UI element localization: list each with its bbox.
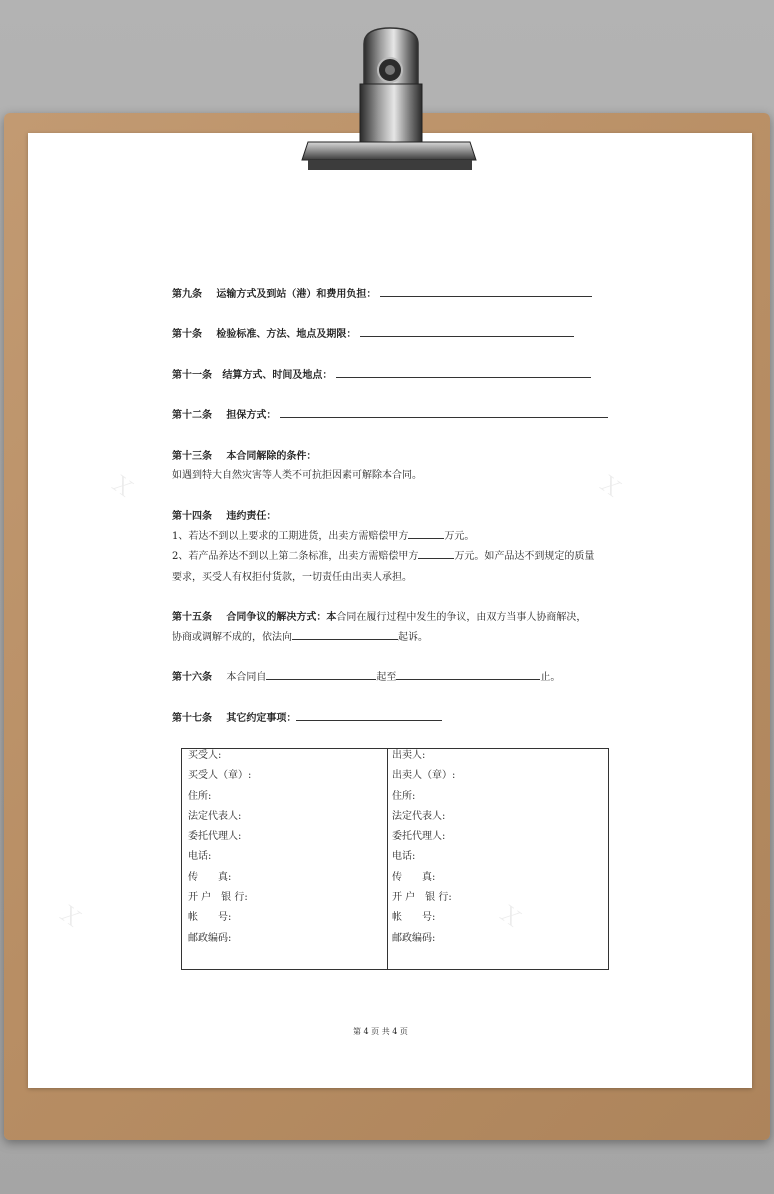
seller-field[interactable]: 出卖人: bbox=[392, 750, 426, 761]
fill-blank[interactable] bbox=[336, 367, 591, 378]
text: 万元。如产品达不到规定的质量 bbox=[454, 551, 595, 562]
text: 万元。 bbox=[444, 531, 475, 542]
article-label: 违约责任： bbox=[226, 511, 277, 522]
article-label: 合同争议的解决方式： bbox=[226, 612, 327, 623]
watermark: Ｘ bbox=[593, 470, 627, 504]
text: 起诉。 bbox=[398, 632, 428, 643]
article-15-line-2 bbox=[172, 628, 428, 643]
article-label: 结算方式、时间及地点： bbox=[222, 370, 333, 381]
article-14-line-1 bbox=[172, 527, 474, 542]
article-label: 本合同解除的条件： bbox=[226, 451, 317, 462]
article-label: 检验标准、方法、地点及期限： bbox=[216, 329, 357, 340]
fill-blank[interactable] bbox=[360, 326, 574, 337]
article-15-line-1 bbox=[172, 608, 586, 623]
buyer-field[interactable]: 委托代理人: bbox=[188, 831, 242, 843]
article-14-line-2 bbox=[172, 547, 594, 562]
buyer-field[interactable]: 开 户 银 行: bbox=[188, 892, 248, 904]
text: 2、若产品养达不到以上第二条标准，出卖方需赔偿甲方 bbox=[172, 551, 419, 562]
buyer-field[interactable]: 买受人: bbox=[188, 750, 222, 761]
buyer-field[interactable]: 传 真: bbox=[188, 871, 232, 883]
text: 合同在履行过程中发生的争议，由双方当事人协商解决， bbox=[336, 612, 587, 623]
article-title: 第十七条 bbox=[172, 713, 212, 724]
watermark: Ｘ bbox=[53, 900, 87, 934]
article-title: 第十一条 bbox=[172, 370, 212, 381]
seller-column bbox=[392, 749, 455, 952]
seller-field[interactable]: 法定代表人: bbox=[392, 810, 446, 822]
buyer-field[interactable]: 电话: bbox=[188, 851, 212, 863]
article-title: 第十条 bbox=[172, 329, 202, 340]
article-13-body: 如遇到特大自然灾害等人类不可抗拒因素可解除本合同。 bbox=[172, 470, 422, 481]
fill-blank[interactable] bbox=[266, 669, 376, 680]
text: 止。 bbox=[540, 672, 561, 683]
article-14-line-3: 要求，买受人有权拒付货款，一切责任由出卖人承担。 bbox=[172, 572, 412, 583]
fill-blank[interactable] bbox=[396, 669, 540, 680]
seller-field[interactable]: 出卖人（章）: bbox=[392, 770, 456, 782]
binder-clip-icon bbox=[300, 24, 478, 176]
watermark: Ｘ bbox=[105, 470, 139, 504]
seller-field[interactable]: 帐 号: bbox=[392, 912, 436, 924]
seller-field[interactable]: 传 真: bbox=[392, 871, 436, 883]
article-title: 第十三条 bbox=[172, 451, 212, 462]
article-title: 第十六条 bbox=[172, 672, 212, 683]
buyer-field[interactable]: 法定代表人: bbox=[188, 810, 242, 822]
article-12 bbox=[172, 406, 608, 421]
text: 起至 bbox=[376, 672, 397, 683]
article-9 bbox=[172, 285, 592, 300]
article-label: 担保方式： bbox=[226, 410, 277, 421]
article-title: 第十二条 bbox=[172, 410, 212, 421]
article-11 bbox=[172, 366, 591, 381]
article-16 bbox=[172, 668, 560, 683]
article-17 bbox=[172, 709, 442, 724]
watermark: Ｘ bbox=[493, 900, 527, 934]
text: 本合同自 bbox=[226, 672, 267, 683]
buyer-column bbox=[188, 749, 251, 952]
article-10 bbox=[172, 325, 574, 340]
table-divider bbox=[387, 749, 388, 969]
article-title: 第九条 bbox=[172, 289, 202, 300]
buyer-field[interactable]: 邮政编码: bbox=[188, 932, 232, 944]
article-label: 其它约定事项： bbox=[226, 713, 297, 724]
text: 1、若达不到以上要求的工期进货，出卖方需赔偿甲方 bbox=[172, 531, 409, 542]
fill-blank[interactable] bbox=[408, 528, 444, 539]
article-label: 运输方式及到站（港）和费用负担： bbox=[216, 289, 377, 300]
fill-blank[interactable] bbox=[280, 407, 608, 418]
seller-field[interactable]: 邮政编码: bbox=[392, 932, 436, 944]
buyer-field[interactable]: 帐 号: bbox=[188, 912, 232, 924]
fill-blank[interactable] bbox=[418, 548, 454, 559]
article-14-heading bbox=[172, 507, 276, 522]
article-title: 第十四条 bbox=[172, 511, 212, 522]
text: 本 bbox=[326, 612, 337, 623]
seller-field[interactable]: 电话: bbox=[392, 851, 416, 863]
page-footer: 第 4 页 共 4 页 bbox=[353, 1027, 408, 1036]
article-title: 第十五条 bbox=[172, 612, 212, 623]
seller-field[interactable]: 委托代理人: bbox=[392, 831, 446, 843]
seller-field[interactable]: 开 户 银 行: bbox=[392, 892, 452, 904]
seller-field[interactable]: 住所: bbox=[392, 790, 416, 802]
fill-blank[interactable] bbox=[296, 710, 442, 721]
party-info-table bbox=[181, 748, 609, 970]
buyer-field[interactable]: 住所: bbox=[188, 790, 212, 802]
fill-blank[interactable] bbox=[380, 286, 592, 297]
text: 协商或调解不成的，依法向 bbox=[172, 632, 292, 643]
buyer-field[interactable]: 买受人（章）: bbox=[188, 770, 252, 782]
fill-blank[interactable] bbox=[292, 629, 398, 640]
article-13-heading bbox=[172, 447, 316, 462]
